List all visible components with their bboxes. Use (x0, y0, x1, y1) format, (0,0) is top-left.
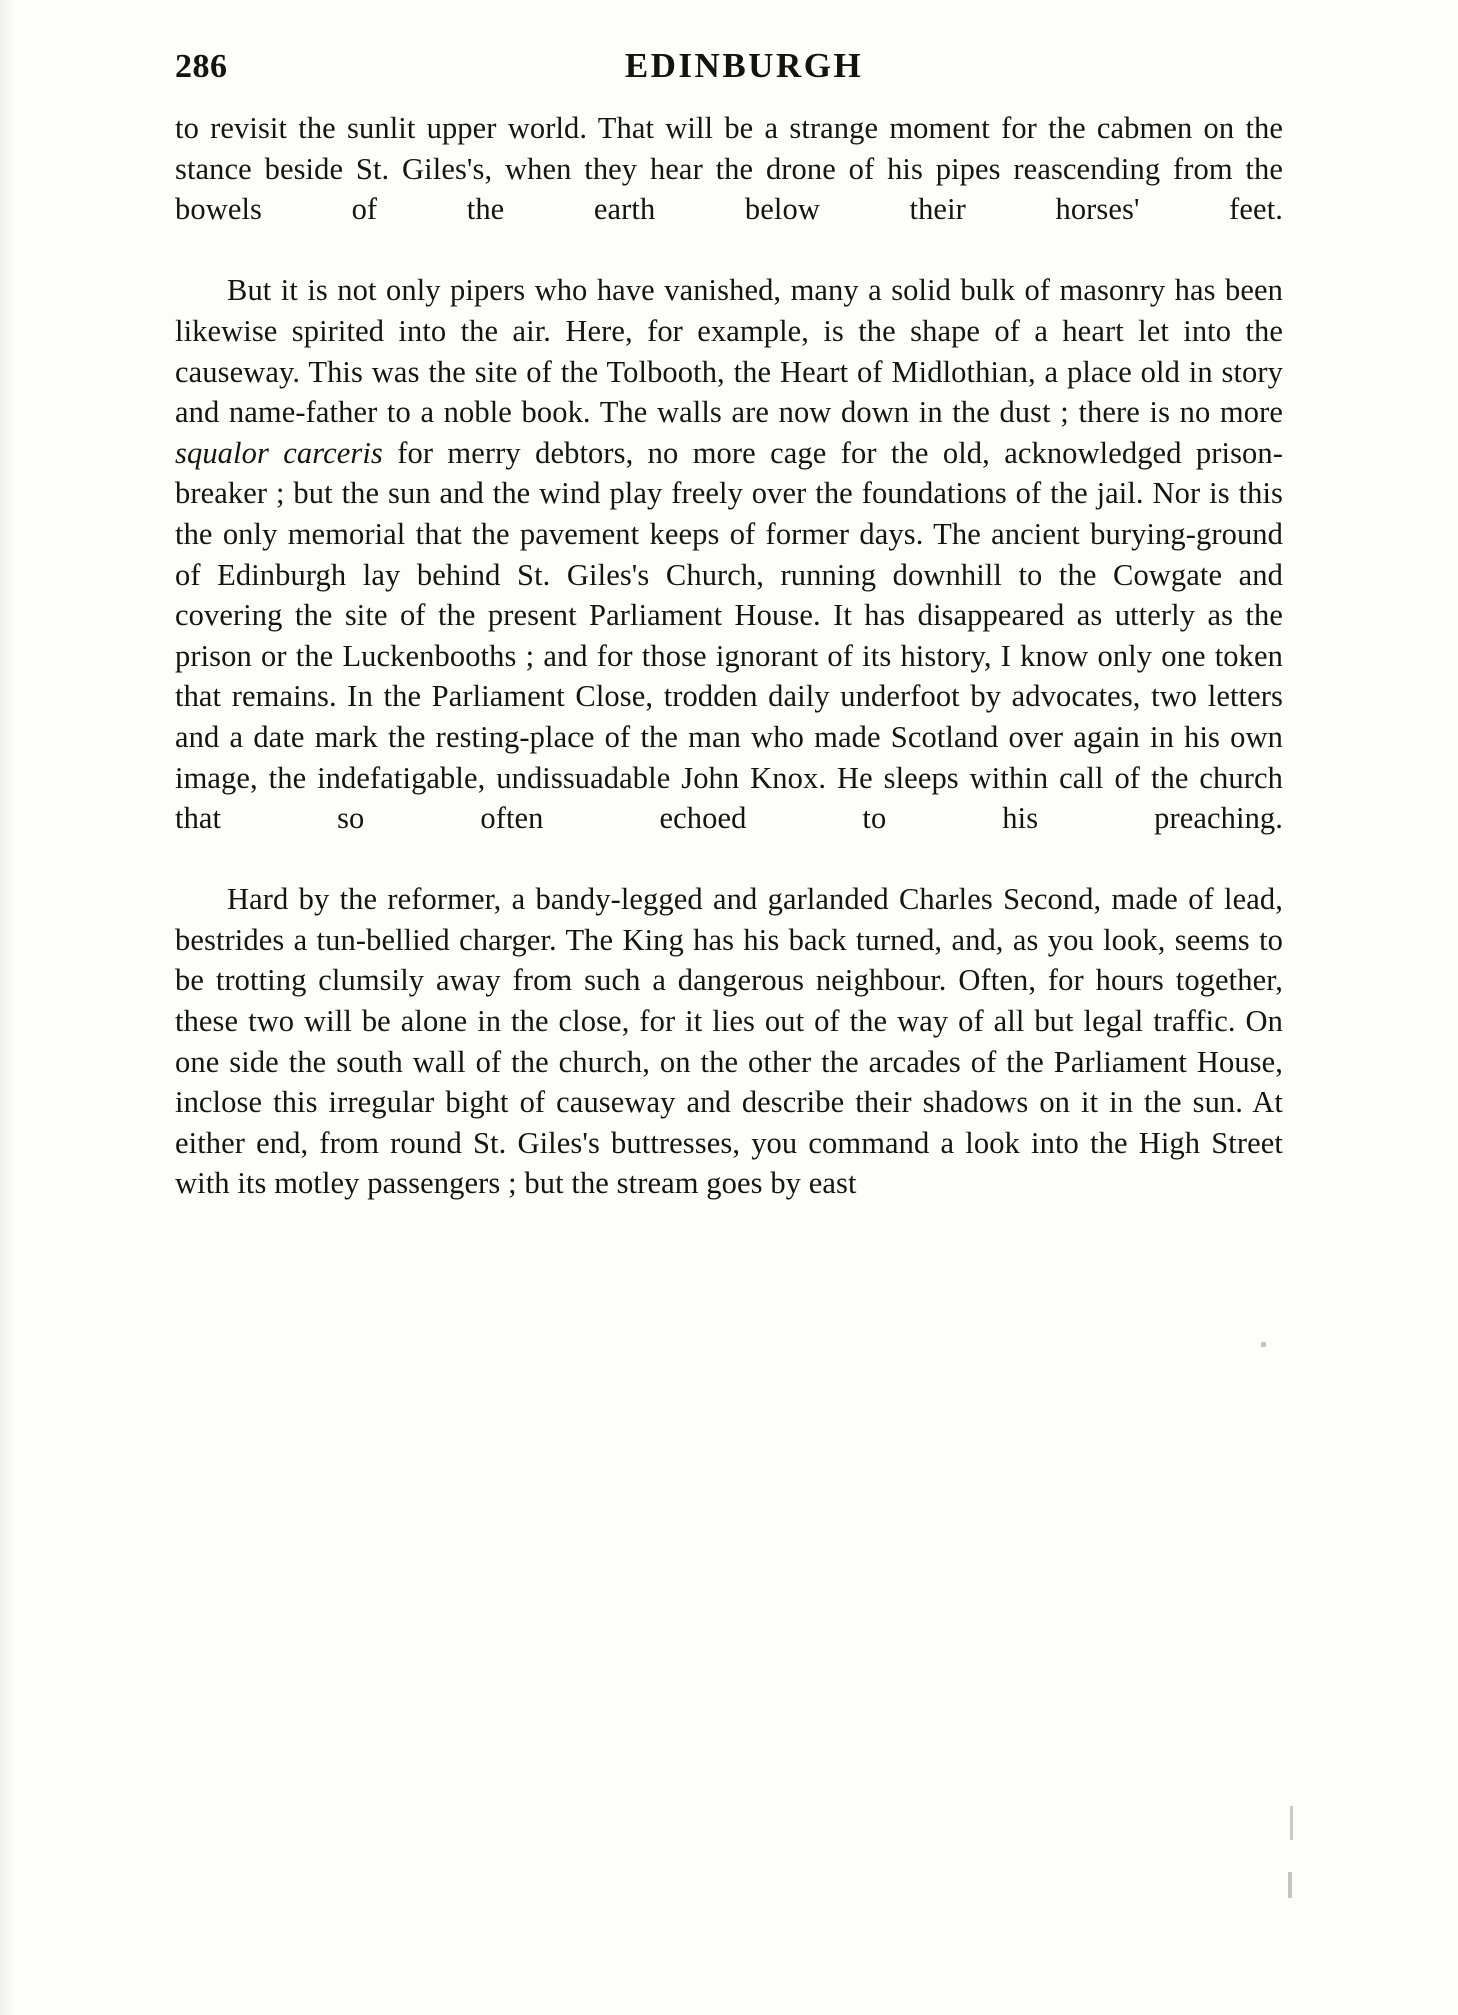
page-body (175, 108, 1283, 1204)
paragraph-2-part-1: But it is not only pipers who have vanished, many a solid bulk of masonry has been likewise spirited into the air. Here, for example, is the shape of a heart let into the causeway. This was the site of the Tolbooth, the Heart of Midlothian, a place old in story and name-father to a noble book. The walls are now down in the dust ; there is no more (175, 273, 1283, 430)
paragraph-2 (175, 270, 1283, 879)
page-edge-shadow (0, 0, 14, 2015)
paragraph-1: to revisit the sunlit upper world. That will be a strange moment for the cabmen on the stance beside St. Giles's, when they hear the drone of his pipes reascending from the bowels of the earth below their horses' feet. (175, 111, 1283, 227)
scan-artifact-dot (1261, 1342, 1266, 1347)
page-header (175, 48, 1283, 100)
scan-artifact-mark-upper (1290, 1806, 1293, 1840)
scan-artifact-mark-lower (1288, 1872, 1292, 1898)
running-head-title: EDINBURGH (624, 46, 864, 85)
page-number: 286 (175, 48, 228, 85)
paragraph-2-part-2: for merry debtors, no more cage for the old, acknowledged prison-breaker ; but the sun and the wind play freely over the foundations of the jail. Nor is this the only memorial that the pavement keeps of former days. The ancient burying-ground of Edinburgh lay behind St. Giles's Church, running downhill to the Cowgate and covering the site of the present Parliament House. It has disappeared as utterly as the prison or the Luckenbooths ; and for those ignorant of its history, I know only one token that remains. In the Parliament Close, trodden daily underfoot by advocates, two letters and a date mark the resting-place of the man who made Scotland over again in his own image, the indefatigable, undissuadable John Knox. He sleeps within call of the church that so often echoed to his preaching. (175, 435, 1283, 836)
paragraph-3: Hard by the reformer, a bandy-legged and garlanded Charles Second, made of lead, bestrides a tun-bellied charger. The King has his back turned, and, as you look, seems to be trotting clumsily away from such a dangerous neighbour. Often, for hours together, these two will be alone in the close, for it lies out of the way of all but legal traffic. On one side the south wall of the church, on the other the arcades of the Parliament House, inclose this irregular bight of causeway and describe their shadows on it in the sun. At either end, from round St. Giles's buttresses, you command a look into the High Street with its motley passengers ; but the stream goes by east (175, 882, 1283, 1201)
paragraph-2-italic-phrase: squalor carceris (175, 435, 383, 470)
